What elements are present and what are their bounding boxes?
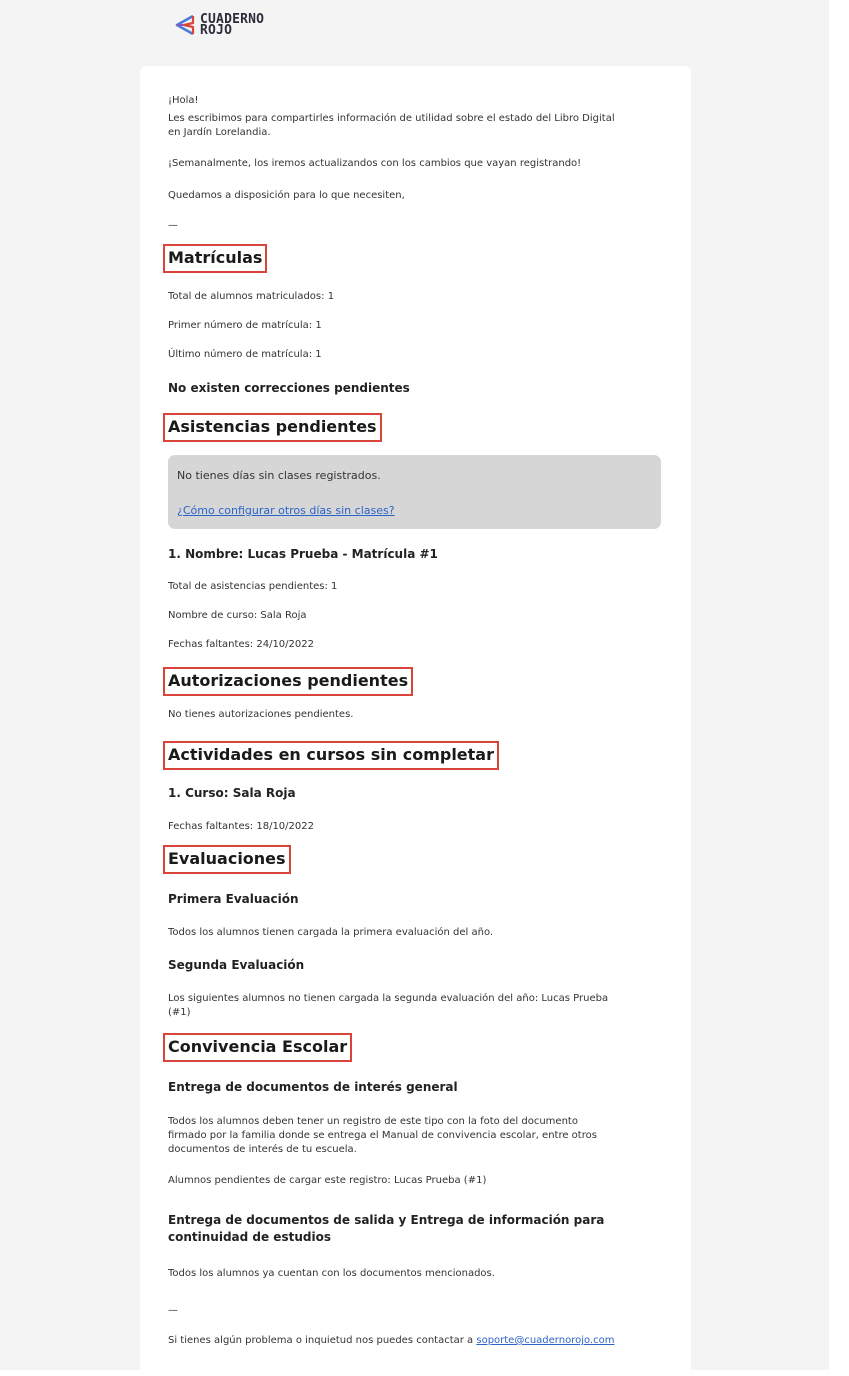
section-title-evaluaciones: Evaluaciones (163, 845, 291, 874)
footer-text: Si tienes algún problema o inquietud nos puedes contactar a (168, 1335, 477, 1346)
matriculas-last: Último número de matrícula: 1 (168, 349, 322, 360)
section-title-actividades: Actividades en cursos sin completar (163, 741, 499, 770)
convivencia-exit-title-line2: continuidad de estudios (168, 1230, 331, 1244)
configure-days-link[interactable]: ¿Cómo configurar otros días sin clases? (177, 504, 395, 517)
footer-separator: — (168, 1305, 178, 1316)
infobox-text: No tienes días sin clases registrados. (177, 469, 381, 482)
convivencia-docs-text-line1: Todos los alumnos deben tener un registro de este tipo con la foto del documento (168, 1116, 578, 1127)
matriculas-first: Primer número de matrícula: 1 (168, 320, 322, 331)
convivencia-exit-text: Todos los alumnos ya cuentan con los documentos mencionados. (168, 1268, 495, 1279)
brand-line1: CUADERNO (200, 12, 265, 27)
section-title-convivencia: Convivencia Escolar (163, 1033, 352, 1062)
section-title-autorizaciones: Autorizaciones pendientes (163, 667, 413, 696)
matriculas-corrections: No existen correcciones pendientes (168, 381, 410, 395)
evaluaciones-second-title: Segunda Evaluación (168, 958, 305, 972)
brand-logo (173, 14, 264, 36)
convivencia-docs-text-line2: firmado por la familia donde se entrega el Manual de convivencia escolar, entre otros (168, 1130, 597, 1141)
matriculas-total: Total de alumnos matriculados: 1 (168, 291, 335, 302)
brand-name (200, 14, 264, 36)
autorizaciones-text: No tienes autorizaciones pendientes. (168, 709, 354, 720)
intro-closing: Quedamos a disposición para lo que necesiten, (168, 190, 405, 201)
intro-paragraph-line2: en Jardín Lorelandia. (168, 127, 271, 138)
convivencia-pending: Alumnos pendientes de cargar este registro: Lucas Prueba (#1) (168, 1175, 487, 1186)
asistencias-total: Total de asistencias pendientes: 1 (168, 581, 338, 592)
convivencia-exit-title-line1: Entrega de documentos de salida y Entrega de información para (168, 1213, 605, 1227)
brand-line2: ROJO (200, 23, 233, 38)
actividades-dates: Fechas faltantes: 18/10/2022 (168, 821, 314, 832)
actividades-course: 1. Curso: Sala Roja (168, 786, 296, 800)
support-email-link[interactable]: soporte@cuadernorojo.com (476, 1335, 615, 1346)
footer-contact (168, 1334, 614, 1348)
asistencias-student: 1. Nombre: Lucas Prueba - Matrícula #1 (168, 547, 438, 561)
evaluaciones-second-text-line1: Los siguientes alumnos no tienen cargada la segunda evaluación del año: Lucas Prueba (168, 993, 609, 1004)
intro-separator: — (168, 220, 178, 231)
section-title-asistencias: Asistencias pendientes (163, 413, 382, 442)
brand-mark-icon (173, 14, 197, 36)
asistencias-course: Nombre de curso: Sala Roja (168, 610, 307, 621)
convivencia-docs-text-line3: documentos de interés de tu escuela. (168, 1144, 357, 1155)
intro-paragraph-line1: Les escribimos para compartirles información de utilidad sobre el estado del Libro Digital (168, 113, 615, 124)
evaluaciones-first-text: Todos los alumnos tienen cargada la primera evaluación del año. (168, 927, 494, 938)
intro-weekly-note: ¡Semanalmente, los iremos actualizandos con los cambios que vayan registrando! (168, 158, 582, 169)
convivencia-docs-title: Entrega de documentos de interés general (168, 1080, 458, 1094)
asistencias-dates: Fechas faltantes: 24/10/2022 (168, 639, 314, 650)
no-class-days-infobox (168, 455, 661, 529)
evaluaciones-second-text-line2: (#1) (168, 1007, 191, 1018)
section-title-matriculas: Matrículas (163, 244, 267, 273)
greeting: ¡Hola! (168, 95, 199, 106)
evaluaciones-first-title: Primera Evaluación (168, 892, 299, 906)
